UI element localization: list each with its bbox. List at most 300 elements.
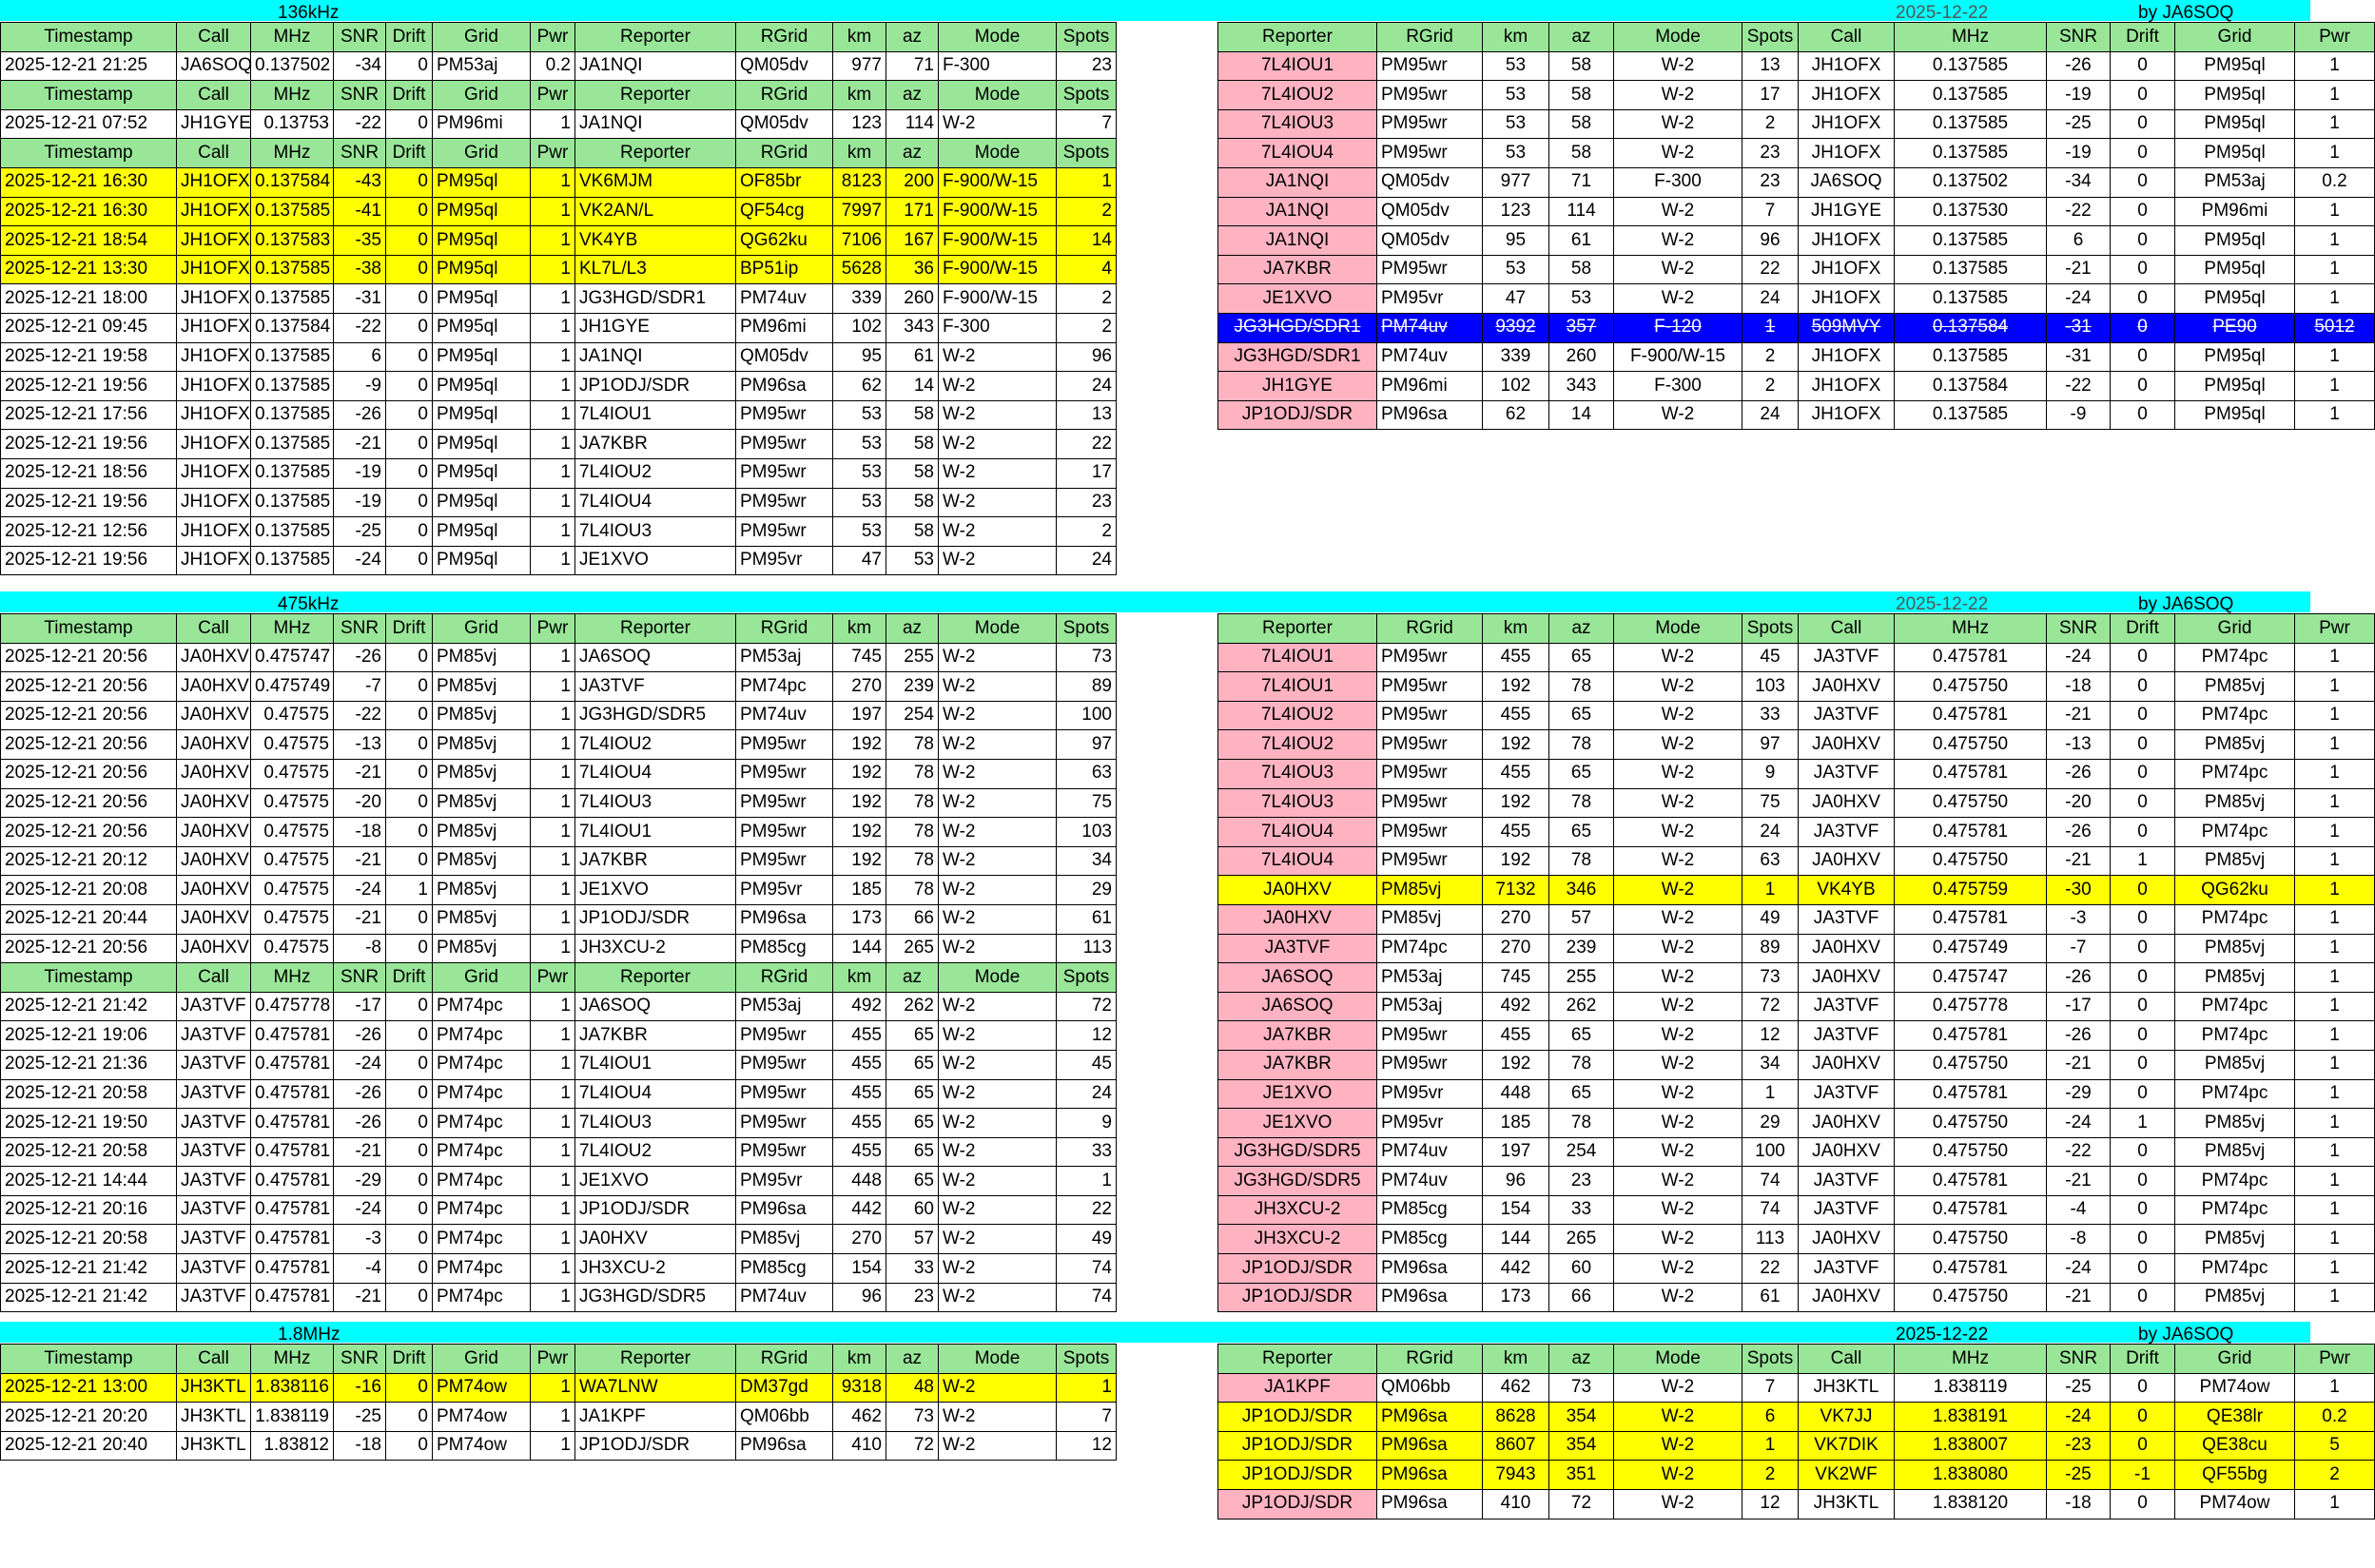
- cell-spots: 24: [1057, 1079, 1117, 1109]
- cell-mode: W-2: [939, 934, 1057, 963]
- cell-drift: 0: [2111, 788, 2175, 818]
- column-header-ts: Timestamp: [1, 614, 177, 644]
- cell-snr: -24: [334, 1195, 386, 1225]
- cell-spots: 1: [1742, 876, 1799, 905]
- cell-pwr: 1: [531, 1109, 575, 1138]
- cell-km: 53: [1483, 81, 1549, 110]
- table-header-row: [1, 1345, 1117, 1374]
- cell-pwr: 1: [2295, 1195, 2375, 1225]
- cell-snr: -25: [2047, 1461, 2111, 1490]
- cell-call: JA0HXV: [177, 788, 251, 818]
- cell-az: 114: [886, 109, 939, 139]
- cell-pwr: 1: [531, 167, 575, 197]
- cell-rgrid: PM53aj: [736, 992, 833, 1021]
- cell-spots: 34: [1742, 1050, 1799, 1079]
- cell-call: JH1OFX: [177, 488, 251, 517]
- cell-spots: 12: [1742, 1489, 1799, 1519]
- cell-rep: JA7KBR: [1218, 255, 1377, 284]
- cell-call: JA3TVF: [1799, 818, 1895, 847]
- cell-rgrid: PM95wr: [736, 730, 833, 760]
- cell-drift: 0: [386, 1254, 433, 1284]
- cell-drift: 0: [2111, 226, 2175, 256]
- cell-rep: JA1KPF: [1218, 1373, 1377, 1403]
- cell-spots: 74: [1742, 1167, 1799, 1196]
- table-row: [1218, 226, 2375, 256]
- cell-call: JH1OFX: [177, 372, 251, 401]
- cell-drift: 0: [2111, 759, 2175, 788]
- cell-rep: JG3HGD/SDR5: [1218, 1137, 1377, 1167]
- cell-mode: F-120: [1614, 313, 1742, 342]
- cell-drift: 1: [2111, 1109, 2175, 1138]
- cell-mhz: 0.47575: [251, 701, 334, 730]
- cell-mode: W-2: [1614, 1167, 1742, 1196]
- cell-call: JH1OFX: [177, 197, 251, 226]
- cell-rep: VK2AN/L: [575, 197, 736, 226]
- column-header-mode: Mode: [1614, 23, 1742, 52]
- table-row: [1, 1195, 1117, 1225]
- cell-spots: 2: [1742, 1461, 1799, 1490]
- cell-call: JA3TVF: [177, 1225, 251, 1254]
- cell-grid: PM74pc: [433, 1167, 531, 1196]
- cell-ts: 2025-12-21 16:30: [1, 197, 177, 226]
- cell-mode: F-300: [1614, 372, 1742, 401]
- table-row: [1, 458, 1117, 488]
- cell-snr: -23: [2047, 1431, 2111, 1461]
- cell-az: 72: [1549, 1489, 1614, 1519]
- cell-call: JH1OFX: [177, 167, 251, 197]
- cell-rep: 7L4IOU1: [575, 400, 736, 430]
- cell-km: 185: [1483, 1109, 1549, 1138]
- cell-mode: W-2: [1614, 672, 1742, 702]
- cell-mhz: 0.137530: [1895, 197, 2047, 226]
- column-header-rep: Reporter: [575, 1345, 736, 1374]
- cell-pwr: 1: [2295, 1283, 2375, 1312]
- table-row: [1218, 1403, 2375, 1432]
- cell-call: JA0HXV: [1799, 934, 1895, 963]
- cell-az: 343: [1549, 372, 1614, 401]
- cell-drift: 0: [386, 1109, 433, 1138]
- cell-az: 53: [886, 546, 939, 575]
- cell-drift: 0: [386, 1403, 433, 1432]
- cell-rgrid: PM74uv: [1377, 313, 1483, 342]
- cell-mode: W-2: [939, 818, 1057, 847]
- table-row: [1218, 139, 2375, 168]
- cell-rgrid: QM05dv: [1377, 226, 1483, 256]
- column-header-drift: Drift: [386, 139, 433, 168]
- cell-drift: 0: [386, 488, 433, 517]
- table-row: [1218, 672, 2375, 702]
- cell-az: 357: [1549, 313, 1614, 342]
- cell-az: 255: [886, 643, 939, 672]
- table-row: [1218, 1021, 2375, 1051]
- column-header-call: Call: [1799, 23, 1895, 52]
- cell-spots: 61: [1742, 1283, 1799, 1312]
- table-row: [1218, 1225, 2375, 1254]
- cell-mode: W-2: [1614, 1137, 1742, 1167]
- cell-pwr: 1: [531, 818, 575, 847]
- cell-call: JH3KTL: [177, 1403, 251, 1432]
- cell-grid: PM74ow: [2175, 1373, 2295, 1403]
- cell-rgrid: PM95wr: [1377, 109, 1483, 139]
- cell-mode: W-2: [939, 1109, 1057, 1138]
- cell-mhz: 1.83812: [251, 1431, 334, 1461]
- cell-snr: -22: [2047, 1137, 2111, 1167]
- cell-call: JA3TVF: [177, 1254, 251, 1284]
- cell-az: 260: [886, 284, 939, 314]
- cell-snr: -21: [334, 759, 386, 788]
- cell-mode: W-2: [1614, 846, 1742, 876]
- cell-pwr: 1: [2295, 197, 2375, 226]
- column-header-snr: SNR: [334, 1345, 386, 1374]
- cell-rgrid: PM74uv: [1377, 1167, 1483, 1196]
- cell-drift: 0: [386, 904, 433, 934]
- column-header-snr: SNR: [334, 139, 386, 168]
- cell-mhz: 0.137585: [1895, 400, 2047, 430]
- cell-spots: 100: [1057, 701, 1117, 730]
- cell-mhz: 0.137502: [1895, 167, 2047, 197]
- transmit-table: [0, 613, 1117, 1312]
- cell-pwr: 1: [531, 759, 575, 788]
- cell-spots: 12: [1057, 1431, 1117, 1461]
- cell-mode: F-900/W-15: [939, 284, 1057, 314]
- cell-drift: 0: [2111, 1225, 2175, 1254]
- cell-drift: 0: [386, 167, 433, 197]
- cell-rgrid: PM85vj: [1377, 904, 1483, 934]
- column-header-mhz: MHz: [251, 139, 334, 168]
- cell-rgrid: PM95wr: [736, 488, 833, 517]
- reporter-spots-table: [1217, 1344, 2375, 1520]
- cell-spots: 113: [1057, 934, 1117, 963]
- cell-km: 455: [1483, 818, 1549, 847]
- cell-km: 154: [833, 1254, 886, 1284]
- cell-snr: -26: [334, 1021, 386, 1051]
- table-row: [1218, 1109, 2375, 1138]
- cell-mhz: 0.475781: [1895, 1195, 2047, 1225]
- cell-mode: W-2: [939, 1254, 1057, 1284]
- cell-call: JH1OFX: [1799, 400, 1895, 430]
- transmit-spots-table: [0, 1344, 1117, 1461]
- transmit-spots-table: [0, 22, 1117, 575]
- cell-az: 61: [1549, 226, 1614, 256]
- cell-rgrid: QG62ku: [736, 226, 833, 256]
- cell-mode: W-2: [1614, 759, 1742, 788]
- cell-rep: 7L4IOU2: [575, 730, 736, 760]
- cell-km: 173: [1483, 1283, 1549, 1312]
- table-row: [1218, 81, 2375, 110]
- cell-drift: 0: [2111, 1167, 2175, 1196]
- cell-ts: 2025-12-21 20:56: [1, 759, 177, 788]
- column-header-rgrid: RGrid: [736, 963, 833, 993]
- cell-mode: W-2: [1614, 1109, 1742, 1138]
- cell-snr: -4: [334, 1254, 386, 1284]
- cell-spots: 1: [1057, 1167, 1117, 1196]
- cell-drift: 0: [2111, 342, 2175, 372]
- cell-pwr: 1: [531, 1373, 575, 1403]
- cell-drift: 0: [2111, 197, 2175, 226]
- cell-call: JA0HXV: [1799, 788, 1895, 818]
- table-row: [1218, 1489, 2375, 1519]
- column-header-rep: Reporter: [575, 23, 736, 52]
- cell-drift: 0: [2111, 1195, 2175, 1225]
- cell-az: 260: [1549, 342, 1614, 372]
- cell-rgrid: PM95vr: [1377, 1079, 1483, 1109]
- table-row: [1, 1225, 1117, 1254]
- cell-az: 78: [1549, 672, 1614, 702]
- table-row: [1218, 788, 2375, 818]
- cell-mhz: 0.475778: [1895, 992, 2047, 1021]
- cell-mode: W-2: [1614, 643, 1742, 672]
- cell-drift: 0: [386, 846, 433, 876]
- column-header-pwr: Pwr: [531, 614, 575, 644]
- cell-ts: 2025-12-21 14:44: [1, 1167, 177, 1196]
- cell-grid: PM74pc: [2175, 1079, 2295, 1109]
- cell-grid: PM85vj: [433, 701, 531, 730]
- cell-mode: W-2: [1614, 1050, 1742, 1079]
- cell-call: JA3TVF: [1799, 701, 1895, 730]
- column-header-mode: Mode: [939, 81, 1057, 110]
- cell-grid: PM95ql: [433, 197, 531, 226]
- cell-mhz: 0.47575: [251, 730, 334, 760]
- cell-rgrid: QM05dv: [736, 109, 833, 139]
- table-row: [1, 1050, 1117, 1079]
- cell-spots: 17: [1057, 458, 1117, 488]
- cell-call: VK2WF: [1799, 1461, 1895, 1490]
- cell-drift: 1: [386, 876, 433, 905]
- cell-pwr: 1: [2295, 788, 2375, 818]
- cell-km: 7106: [833, 226, 886, 256]
- cell-spots: 6: [1742, 1403, 1799, 1432]
- cell-mhz: 0.475750: [1895, 1137, 2047, 1167]
- cell-drift: 0: [386, 759, 433, 788]
- cell-spots: 1: [1057, 1373, 1117, 1403]
- column-header-pwr: Pwr: [2295, 1345, 2375, 1374]
- cell-rgrid: PM74uv: [736, 1283, 833, 1312]
- cell-rgrid: PM95wr: [736, 1079, 833, 1109]
- cell-pwr: 1: [2295, 934, 2375, 963]
- cell-spots: 9: [1742, 759, 1799, 788]
- cell-mhz: 0.137585: [1895, 255, 2047, 284]
- cell-grid: PM85vj: [2175, 934, 2295, 963]
- cell-pwr: 0.2: [2295, 167, 2375, 197]
- cell-pwr: 1: [2295, 963, 2375, 993]
- cell-drift: 0: [386, 400, 433, 430]
- cell-rep: JP1ODJ/SDR: [575, 372, 736, 401]
- cell-grid: PM95ql: [433, 255, 531, 284]
- cell-km: 47: [833, 546, 886, 575]
- cell-drift: 0: [2111, 255, 2175, 284]
- cell-call: JH1OFX: [177, 226, 251, 256]
- cell-drift: 0: [2111, 934, 2175, 963]
- reporter-spots-table: [1217, 22, 2375, 430]
- column-header-spots: Spots: [1057, 139, 1117, 168]
- cell-mode: W-2: [939, 458, 1057, 488]
- cell-ts: 2025-12-21 20:08: [1, 876, 177, 905]
- cell-pwr: 1: [531, 255, 575, 284]
- cell-rgrid: PM96sa: [736, 1431, 833, 1461]
- column-header-mhz: MHz: [1895, 1345, 2047, 1374]
- cell-drift: 0: [386, 51, 433, 81]
- cell-grid: QE38lr: [2175, 1403, 2295, 1432]
- cell-rgrid: OF85br: [736, 167, 833, 197]
- cell-rep: 7L4IOU1: [1218, 672, 1377, 702]
- cell-grid: PM85vj: [433, 876, 531, 905]
- cell-pwr: 1: [2295, 1109, 2375, 1138]
- table-row: [1, 197, 1117, 226]
- cell-spots: 1: [1742, 1079, 1799, 1109]
- cell-ts: 2025-12-21 20:58: [1, 1079, 177, 1109]
- column-header-az: az: [1549, 23, 1614, 52]
- cell-rep: JP1ODJ/SDR: [1218, 1431, 1377, 1461]
- cell-call: JA3TVF: [1799, 1195, 1895, 1225]
- cell-mhz: 0.475781: [251, 1021, 334, 1051]
- cell-rep: JP1ODJ/SDR: [575, 1195, 736, 1225]
- cell-pwr: 1: [2295, 701, 2375, 730]
- cell-rep: 7L4IOU2: [575, 458, 736, 488]
- cell-pwr: 1: [2295, 1373, 2375, 1403]
- cell-call: JA3TVF: [1799, 759, 1895, 788]
- cell-az: 65: [886, 1109, 939, 1138]
- cell-rep: JH3XCU-2: [575, 1254, 736, 1284]
- cell-snr: -43: [334, 167, 386, 197]
- cell-ts: 2025-12-21 20:56: [1, 643, 177, 672]
- column-header-ts: Timestamp: [1, 139, 177, 168]
- cell-rgrid: PM95vr: [1377, 284, 1483, 314]
- cell-snr: -25: [334, 1403, 386, 1432]
- cell-az: 71: [886, 51, 939, 81]
- cell-rgrid: PM96sa: [736, 372, 833, 401]
- cell-rep: JA7KBR: [575, 1021, 736, 1051]
- column-header-spots: Spots: [1057, 963, 1117, 993]
- transmit-table: [0, 1344, 1117, 1461]
- cell-rgrid: QM05dv: [736, 342, 833, 372]
- cell-spots: 100: [1742, 1137, 1799, 1167]
- cell-az: 65: [886, 1021, 939, 1051]
- cell-km: 442: [1483, 1254, 1549, 1284]
- cell-rgrid: PM85cg: [1377, 1225, 1483, 1254]
- cell-pwr: 1: [531, 226, 575, 256]
- cell-spots: 23: [1742, 167, 1799, 197]
- cell-az: 33: [886, 1254, 939, 1284]
- cell-az: 78: [1549, 1109, 1614, 1138]
- cell-call: JH1OFX: [1799, 226, 1895, 256]
- cell-drift: 0: [2111, 701, 2175, 730]
- cell-call: JA0HXV: [177, 759, 251, 788]
- cell-ts: 2025-12-21 16:30: [1, 167, 177, 197]
- cell-grid: PM95ql: [433, 430, 531, 459]
- cell-drift: 0: [2111, 1079, 2175, 1109]
- cell-az: 23: [1549, 1167, 1614, 1196]
- cell-az: 351: [1549, 1461, 1614, 1490]
- table-row: [1, 1109, 1117, 1138]
- column-header-rep: Reporter: [575, 614, 736, 644]
- cell-pwr: 1: [531, 701, 575, 730]
- column-header-km: km: [1483, 1345, 1549, 1374]
- cell-call: JA3TVF: [177, 1137, 251, 1167]
- band-date: 2025-12-22: [1896, 1325, 1989, 1345]
- cell-grid: PM85vj: [2175, 1050, 2295, 1079]
- cell-grid: PM74pc: [433, 1283, 531, 1312]
- cell-rep: VK4YB: [575, 226, 736, 256]
- cell-snr: -9: [2047, 400, 2111, 430]
- cell-grid: PM74pc: [433, 1225, 531, 1254]
- column-header-az: az: [1549, 614, 1614, 644]
- cell-rgrid: PM95wr: [736, 788, 833, 818]
- cell-snr: -35: [334, 226, 386, 256]
- cell-rgrid: PM74pc: [736, 672, 833, 702]
- cell-call: JH1GYE: [177, 109, 251, 139]
- cell-pwr: 1: [531, 672, 575, 702]
- cell-grid: QF55bg: [2175, 1461, 2295, 1490]
- cell-pwr: 1: [2295, 1137, 2375, 1167]
- cell-pwr: 1: [2295, 1021, 2375, 1051]
- cell-pwr: 1: [531, 788, 575, 818]
- cell-km: 53: [833, 517, 886, 547]
- cell-az: 171: [886, 197, 939, 226]
- cell-call: JA0HXV: [177, 934, 251, 963]
- cell-grid: PM74pc: [2175, 818, 2295, 847]
- cell-drift: 0: [2111, 51, 2175, 81]
- cell-pwr: 1: [2295, 255, 2375, 284]
- cell-az: 23: [886, 1283, 939, 1312]
- cell-rep: JE1XVO: [1218, 1109, 1377, 1138]
- cell-drift: 0: [386, 284, 433, 314]
- cell-call: JA0HXV: [1799, 963, 1895, 993]
- cell-km: 53: [1483, 51, 1549, 81]
- cell-mhz: 0.475781: [1895, 643, 2047, 672]
- cell-snr: -24: [334, 546, 386, 575]
- cell-mhz: 0.475781: [1895, 1021, 2047, 1051]
- column-header-az: az: [886, 963, 939, 993]
- cell-snr: -31: [334, 284, 386, 314]
- cell-mhz: 0.137585: [251, 255, 334, 284]
- cell-rgrid: QM05dv: [1377, 167, 1483, 197]
- cell-call: JA3TVF: [1799, 1079, 1895, 1109]
- cell-call: JH1OFX: [177, 546, 251, 575]
- cell-km: 9318: [833, 1373, 886, 1403]
- cell-mhz: 0.137585: [251, 546, 334, 575]
- cell-drift: 0: [386, 672, 433, 702]
- cell-mode: F-900/W-15: [939, 255, 1057, 284]
- cell-rgrid: PM96sa: [736, 1195, 833, 1225]
- cell-rep: JA0HXV: [1218, 904, 1377, 934]
- cell-pwr: 2: [2295, 1461, 2375, 1490]
- cell-call: JH1OFX: [177, 313, 251, 342]
- cell-pwr: 1: [531, 1079, 575, 1109]
- cell-drift: 0: [386, 1167, 433, 1196]
- column-header-mhz: MHz: [1895, 614, 2047, 644]
- cell-snr: -31: [2047, 313, 2111, 342]
- cell-ts: 2025-12-21 13:30: [1, 255, 177, 284]
- cell-rep: 7L4IOU3: [1218, 759, 1377, 788]
- cell-drift: 0: [386, 313, 433, 342]
- column-header-mhz: MHz: [251, 23, 334, 52]
- cell-rep: 7L4IOU1: [575, 1050, 736, 1079]
- cell-az: 65: [886, 1167, 939, 1196]
- cell-drift: 0: [2111, 167, 2175, 197]
- cell-mhz: 0.475778: [251, 992, 334, 1021]
- cell-az: 58: [1549, 139, 1614, 168]
- cell-mode: W-2: [939, 643, 1057, 672]
- band-author: by JA6SOQ: [2138, 594, 2234, 614]
- cell-drift: 0: [386, 226, 433, 256]
- cell-drift: 0: [386, 546, 433, 575]
- cell-mode: W-2: [1614, 876, 1742, 905]
- cell-mhz: 0.137585: [251, 430, 334, 459]
- cell-rep: JE1XVO: [1218, 284, 1377, 314]
- cell-pwr: 1: [531, 1050, 575, 1079]
- cell-mhz: 0.47575: [251, 846, 334, 876]
- table-row: [1218, 167, 2375, 197]
